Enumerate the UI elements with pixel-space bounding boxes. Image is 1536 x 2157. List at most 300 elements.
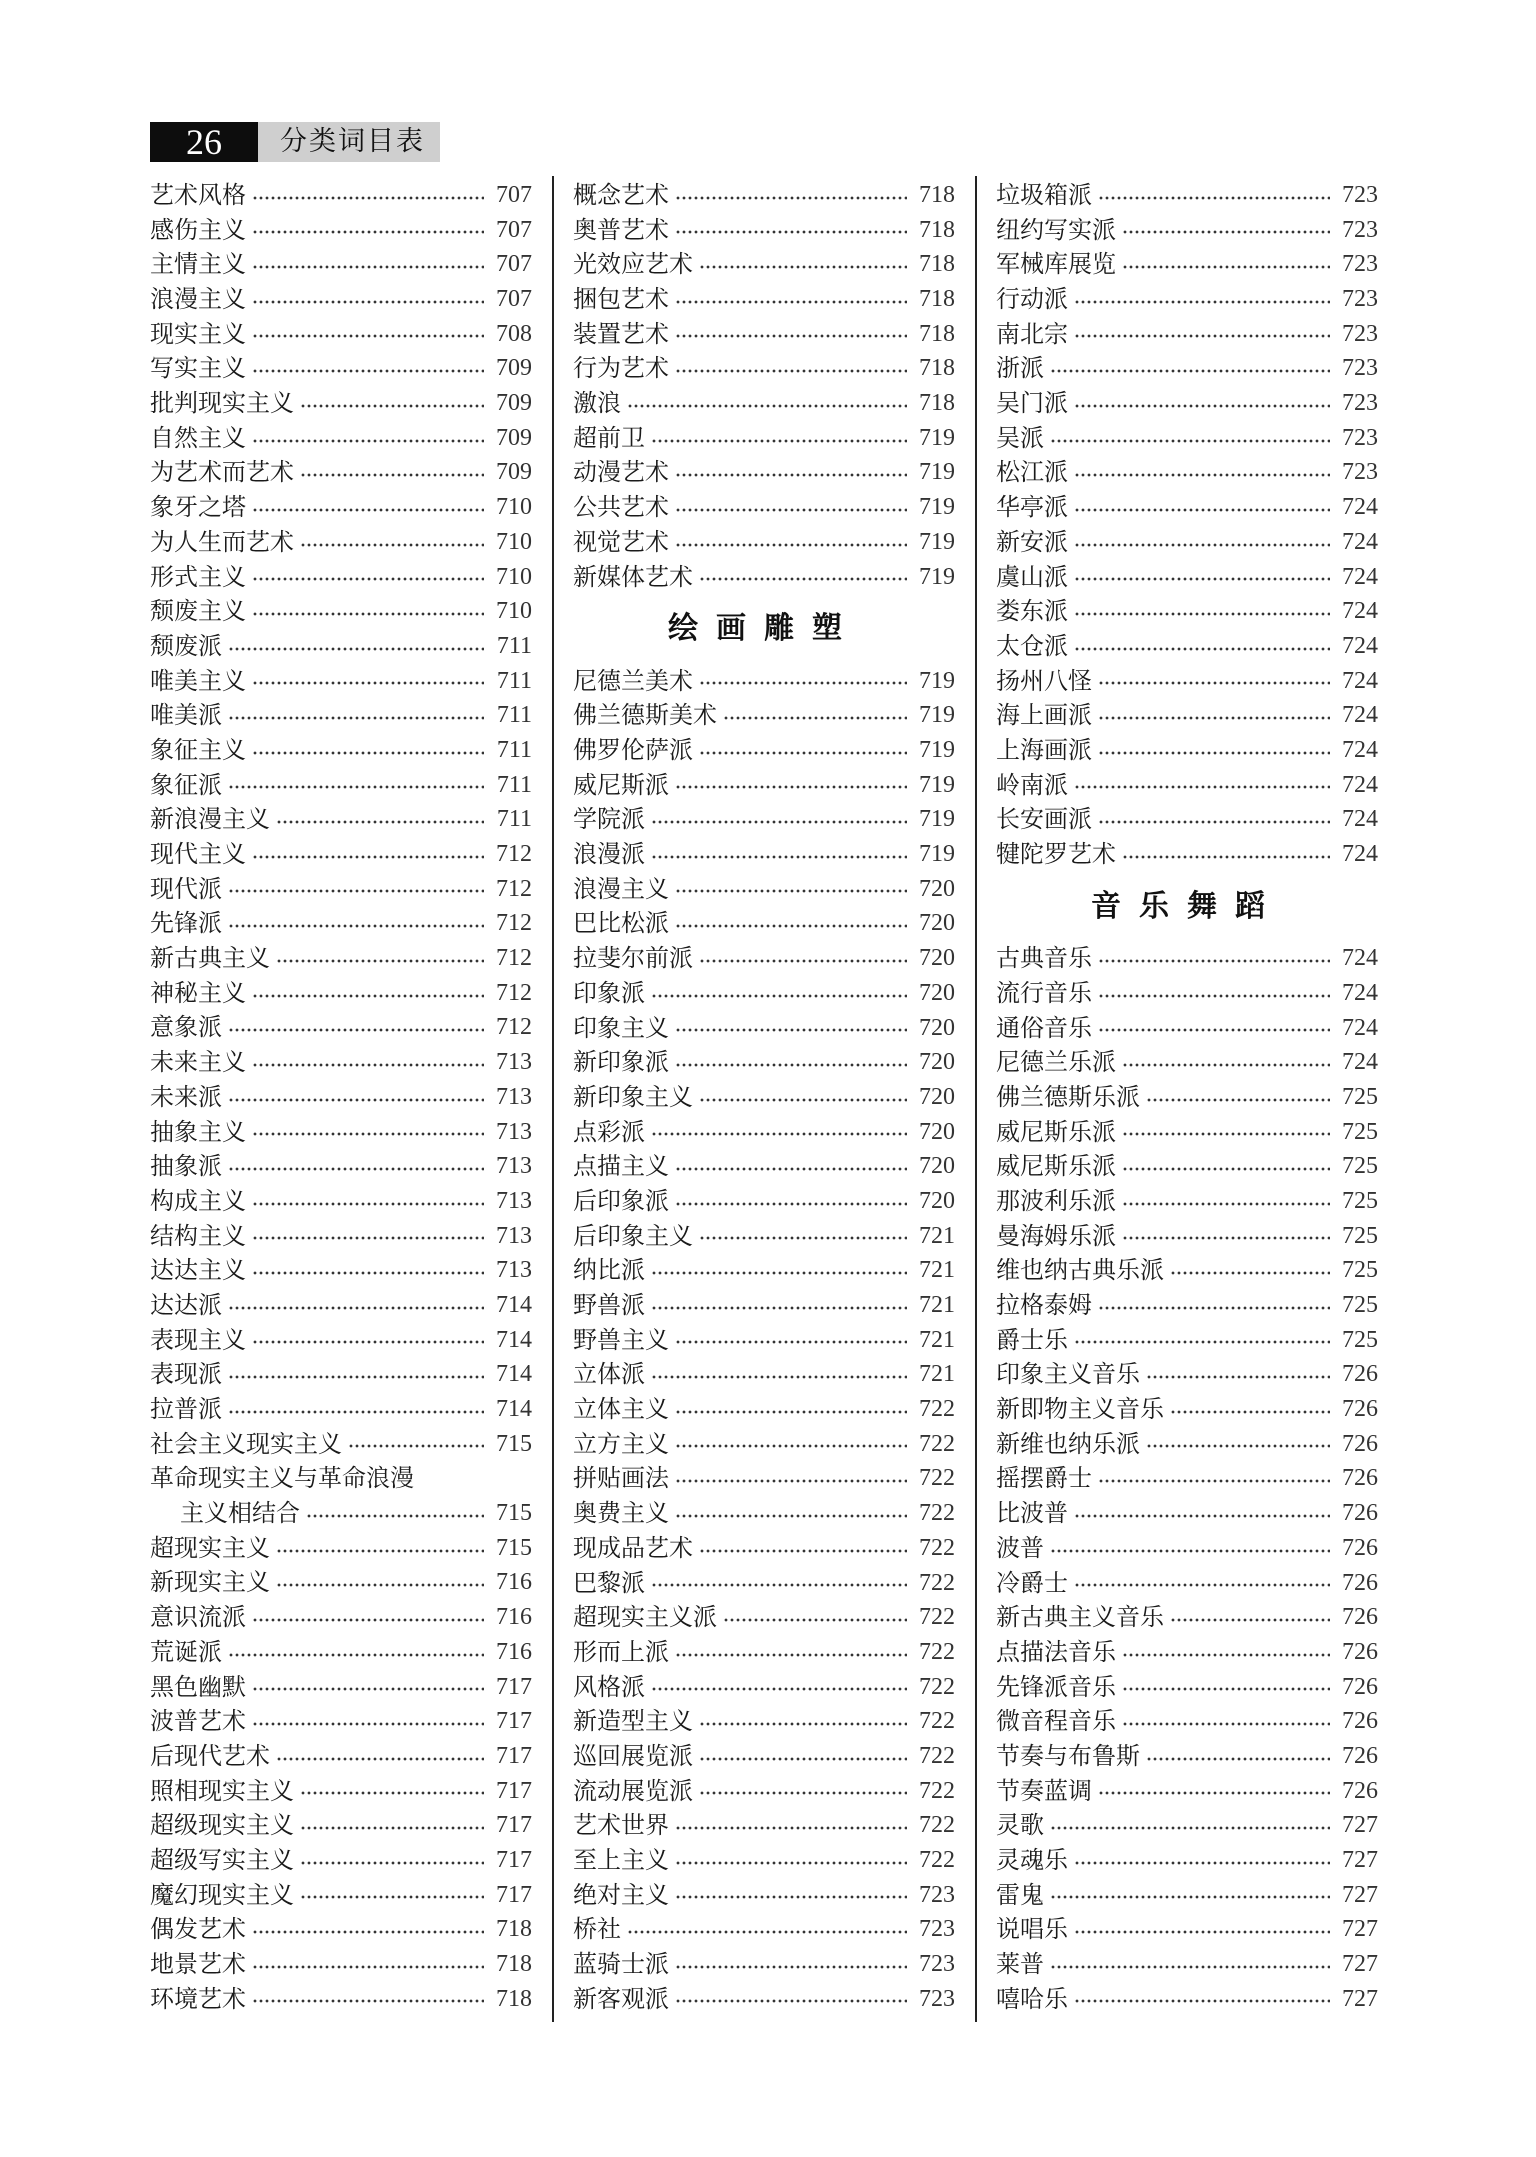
index-entry [573,560,955,595]
index-entry [573,1149,955,1184]
dot-leader [1098,1303,1330,1313]
index-entry-term: 先锋派 [150,909,222,938]
index-entry-term: 太仓派 [996,631,1068,660]
page-header [150,122,440,162]
index-entry-term: 拉格泰姆 [996,1291,1092,1319]
dot-leader [675,1060,907,1070]
index-entry-page: 723 [1342,355,1378,382]
index-entry-term: 现成品艺术 [573,1533,693,1562]
index-entry [150,490,532,525]
dot-leader [675,1650,907,1660]
index-entry-term: 灵歌 [996,1811,1044,1840]
dot-leader [1098,956,1330,966]
index-entry-page: 723 [919,1951,955,1978]
index-entry-term: 冷爵士 [996,1568,1068,1597]
index-entry-page: 715 [496,1430,532,1457]
index-entry-term: 垃圾箱派 [996,180,1092,209]
index-entry [150,1878,532,1913]
dot-leader [252,1719,484,1729]
index-entry-page: 707 [496,181,532,208]
index-entry-page: 717 [496,1742,532,1769]
dot-leader [1098,678,1330,688]
index-entry-page: 716 [496,1569,532,1596]
index-entry [996,1947,1378,1982]
dot-leader [228,921,484,931]
index-entry-term: 拉斐尔前派 [573,944,693,973]
index-entry-page: 725 [1342,1083,1378,1110]
dot-leader [300,1892,484,1902]
index-entry [150,247,532,282]
dot-leader [699,1754,907,1764]
index-entry [150,698,532,733]
dot-leader [651,991,907,1001]
index-entry [996,282,1378,317]
dot-leader [276,1754,484,1764]
index-entry-term: 未来主义 [150,1048,246,1077]
index-entry [150,872,532,907]
dot-leader [1098,713,1330,723]
index-entry [150,802,532,837]
index-entry-page: 723 [919,1881,955,1908]
index-entry [996,1739,1378,1774]
index-entry-page: 717 [496,1812,532,1839]
index-entry-page: 707 [496,216,532,243]
dot-leader [651,852,907,862]
index-entry-page: 726 [1342,1638,1378,1665]
index-entry-page: 722 [919,1638,955,1665]
dot-leader [675,1823,907,1833]
index-entry-page: 724 [1342,1014,1378,1041]
dot-leader [1074,1337,1330,1347]
index-entry-term: 地景艺术 [150,1950,246,1979]
index-entry-page: 723 [1342,320,1378,347]
dot-leader [1050,1892,1330,1902]
index-entry [996,1531,1378,1566]
index-entry [150,1566,532,1601]
index-entry-page: 724 [1342,979,1378,1006]
index-entry-term: 照相现实主义 [150,1776,294,1805]
index-entry-term: 超现实主义派 [573,1603,717,1632]
index-entry [996,1288,1378,1323]
dot-leader [1146,1095,1330,1105]
index-entry-page: 719 [919,563,955,590]
index-entry-page: 718 [919,355,955,382]
index-entry-page: 724 [1342,563,1378,590]
index-entry-page: 722 [919,1708,955,1735]
dot-leader [276,956,484,966]
dot-leader [675,1337,907,1347]
index-entry [573,1323,955,1358]
index-entry-term: 构成主义 [150,1186,246,1215]
index-entry [573,1600,955,1635]
index-entry [573,1045,955,1080]
index-entry [150,594,532,629]
index-entry-page: 707 [496,286,532,313]
dot-leader [1146,1441,1330,1451]
dot-leader [675,1407,907,1417]
dot-leader [252,1615,484,1625]
dot-leader [651,1684,907,1694]
index-entry-page: 722 [919,1847,955,1873]
index-entry-page: 711 [496,806,532,833]
index-entry-page: 721 [919,1292,955,1318]
dot-leader [1074,644,1330,654]
index-entry-term: 动漫艺术 [573,458,669,487]
index-entry [996,247,1378,282]
dot-leader [675,470,907,480]
index-entry-page: 727 [1342,1985,1378,2012]
dot-leader [276,1580,484,1590]
dot-leader [252,991,484,1001]
index-entry-term: 扬州八怪 [996,666,1092,695]
index-entry [573,1566,955,1601]
index-entry [996,1323,1378,1358]
index-entry-term: 吴门派 [996,389,1068,418]
index-entry-term: 军械库展览 [996,250,1116,279]
dot-leader [1074,609,1330,619]
dot-leader [651,1372,907,1382]
index-entry [150,1704,532,1739]
index-entry-page: 719 [919,771,955,798]
index-entry [150,213,532,248]
index-entry-page: 727 [1342,1812,1378,1839]
index-entry-term: 立体派 [573,1360,645,1389]
index-entry-term: 浪漫派 [573,840,645,869]
index-entry-term: 印象主义音乐 [996,1360,1140,1389]
index-entry [150,1323,532,1358]
index-entry-page: 722 [919,1673,955,1700]
index-entry-page: 720 [919,945,955,972]
index-entry-term: 捆包艺术 [573,285,669,314]
index-entry-term: 达达派 [150,1290,222,1319]
index-entry-page: 712 [496,875,532,902]
index-entry-page: 709 [496,424,532,451]
dot-leader [675,366,907,376]
index-entry-term: 唯美主义 [150,666,246,695]
index-entry-term: 艺术风格 [150,180,246,209]
index-entry-term: 立方主义 [573,1429,669,1458]
index-entry [996,1808,1378,1843]
index-entry [996,1253,1378,1288]
dot-leader [1074,297,1330,307]
dot-leader [1122,1719,1330,1729]
index-entry [573,1427,955,1462]
dot-leader [651,1129,907,1139]
index-entry-term: 通俗音乐 [996,1013,1092,1042]
index-entry [996,1357,1378,1392]
index-entry-term: 新古典主义音乐 [996,1603,1164,1632]
index-entry-term: 风格派 [573,1672,645,1701]
dot-leader [699,1719,907,1729]
index-entry-term: 流行音乐 [996,978,1092,1007]
index-entry-term: 浙派 [996,354,1044,383]
index-entry-page: 722 [919,1465,955,1492]
dot-leader [228,713,484,723]
index-entry-term: 浪漫主义 [573,874,669,903]
index-entry-term: 维也纳古典乐派 [996,1256,1164,1285]
index-entry-page: 713 [496,1222,532,1249]
dot-leader [228,644,484,654]
dot-leader [675,1996,907,2006]
index-entry [573,1808,955,1843]
dot-leader [252,505,484,515]
index-entry [150,178,532,213]
index-entry-term: 视觉艺术 [573,527,669,556]
index-entry-term: 微音程音乐 [996,1707,1116,1736]
index-entry [150,1184,532,1219]
index-entry [150,1982,532,2017]
index-entry [996,1774,1378,1809]
dot-leader [252,1962,484,1972]
dot-leader [1050,1546,1330,1556]
index-entry-term: 嘻哈乐 [996,1984,1068,2013]
index-entry-page: 720 [919,875,955,902]
index-entry-term: 上海画派 [996,735,1092,764]
index-entry [573,768,955,803]
index-entry-page: 722 [919,1500,955,1527]
dot-leader [1074,1927,1330,1937]
index-entry-page: 722 [919,1604,955,1631]
index-entry-page: 719 [919,667,955,694]
index-entry [573,1392,955,1427]
index-entry [150,1843,532,1878]
index-entry-page: 725 [1342,1187,1378,1214]
index-entry [150,768,532,803]
index-entry-page: 714 [496,1326,532,1353]
index-entry-page: 724 [1342,528,1378,555]
index-entry-term: 偶发艺术 [150,1915,246,1944]
index-entry-term: 荒诞派 [150,1637,222,1666]
dot-leader [228,1303,484,1313]
section-heading: 绘画雕塑 [668,611,860,647]
index-entry [996,351,1378,386]
index-entry-page: 723 [919,1916,955,1943]
index-entry [150,1427,532,1462]
dot-leader [675,1199,907,1209]
index-entry-term: 威尼斯乐派 [996,1152,1116,1181]
dot-leader [675,1025,907,1035]
index-entry [150,386,532,421]
index-entry-term: 主情主义 [150,250,246,279]
index-entry-term: 新浪漫主义 [150,805,270,834]
index-entry [996,698,1378,733]
dot-leader [228,1025,484,1035]
index-entry-page: 721 [919,1361,955,1388]
index-entry [573,1288,955,1323]
index-entry [996,1011,1378,1046]
index-entry-page: 723 [1342,286,1378,313]
index-entry [996,1427,1378,1462]
index-entry-term: 松江派 [996,458,1068,487]
index-entry-page: 726 [1342,1673,1378,1700]
index-entry-page: 721 [919,1326,955,1353]
dot-leader [1122,1233,1330,1243]
index-entry-page: 720 [919,1049,955,1076]
index-entry-term: 长安画派 [996,805,1092,834]
index-entry-page: 717 [496,1708,532,1735]
index-entry-page: 724 [1342,702,1378,729]
index-entry [150,1947,532,1982]
index-entry-page: 726 [1342,1396,1378,1423]
index-entry-page: 727 [1342,1951,1378,1978]
index-entry-page: 720 [919,1014,955,1041]
index-entry-page: 711 [496,771,532,798]
index-entry [573,664,955,699]
index-entry-page: 711 [496,702,532,729]
index-entry-term: 波普艺术 [150,1707,246,1736]
index-entry-term: 灵魂乐 [996,1846,1068,1874]
dot-leader [1074,401,1330,411]
index-entry-term: 新媒体艺术 [573,562,693,591]
index-entry [996,1704,1378,1739]
index-entry-term: 感伤主义 [150,215,246,244]
index-entry-term: 佛兰德斯乐派 [996,1082,1140,1111]
index-entry-page: 720 [919,910,955,937]
index-entry-page: 726 [1342,1430,1378,1457]
index-entry [573,525,955,560]
index-entry [996,1600,1378,1635]
index-entry-page: 720 [919,1153,955,1180]
index-entry [996,1912,1378,1947]
index-entry [573,247,955,282]
index-entry-page: 718 [919,286,955,313]
index-entry [150,1774,532,1809]
index-entry-page: 716 [496,1638,532,1665]
index-entry [150,317,532,352]
dot-leader [276,1546,484,1556]
index-entry-term: 野兽派 [573,1291,645,1319]
index-entry [573,1253,955,1288]
index-entry [150,1219,532,1254]
dot-leader [252,852,484,862]
index-entry-page: 711 [496,632,532,659]
dot-leader [651,1268,907,1278]
index-entry-page: 724 [1342,771,1378,798]
index-entry-term: 节奏蓝调 [996,1776,1092,1805]
dot-leader [675,886,907,896]
dot-leader [252,1268,484,1278]
dot-leader [228,1095,484,1105]
dot-leader [1122,227,1330,237]
index-entry-term: 海上画派 [996,701,1092,730]
dot-leader [1098,1476,1330,1486]
index-entry-term: 爵士乐 [996,1325,1068,1354]
index-entry-term: 光效应艺术 [573,250,693,279]
dot-leader [699,574,907,584]
index-entry-term: 意象派 [150,1013,222,1042]
index-entry [996,1496,1378,1531]
index-entry-term: 魔幻现实主义 [150,1880,294,1909]
index-entry-term: 奥普艺术 [573,215,669,244]
index-entry-page: 722 [919,1430,955,1457]
index-entry-page: 720 [919,979,955,1006]
index-entry [573,1115,955,1150]
index-entry [573,1011,955,1046]
index-entry-term: 拼贴画法 [573,1464,669,1493]
index-column-1 [150,178,532,2016]
index-entry [573,1774,955,1809]
index-entry-page: 724 [1342,806,1378,833]
index-entry [150,1392,532,1427]
index-entry-term: 抽象主义 [150,1117,246,1146]
dot-leader [651,817,907,827]
index-entry-page: 707 [496,251,532,278]
index-entry [150,1011,532,1046]
index-column-3 [996,178,1378,2016]
index-entry-term: 新印象主义 [573,1082,693,1111]
index-entry-page: 725 [1342,1118,1378,1145]
index-entry [150,525,532,560]
index-entry-page: 725 [1342,1153,1378,1180]
index-entry-page: 723 [1342,181,1378,208]
dot-leader [306,1511,484,1521]
dot-leader [675,921,907,931]
index-entry-term: 虞山派 [996,562,1068,591]
index-entry-term: 为艺术而艺术 [150,458,294,487]
dot-leader [1074,1996,1330,2006]
index-entry-term: 主义相结合 [180,1499,300,1528]
index-entry-term: 黑色幽默 [150,1672,246,1701]
index-entry [150,1531,532,1566]
dot-leader [675,1164,907,1174]
index-entry-term: 形而上派 [573,1637,669,1666]
index-entry-term: 新客观派 [573,1984,669,2013]
dot-leader [1098,991,1330,1001]
dot-leader [1122,262,1330,272]
index-entry-term: 新安派 [996,527,1068,556]
index-entry-page: 724 [1342,1049,1378,1076]
dot-leader [675,1858,907,1868]
index-entry-term: 结构主义 [150,1221,246,1250]
dot-leader [252,609,484,619]
index-entry-page: 725 [1342,1326,1378,1353]
index-entry-term: 吴派 [996,423,1044,452]
index-entry [996,178,1378,213]
index-entry-term: 曼海姆乐派 [996,1221,1116,1250]
dot-leader [723,1615,907,1625]
dot-leader [252,1233,484,1243]
index-entry [573,351,955,386]
index-entry-page: 709 [496,355,532,382]
dot-leader [1074,540,1330,550]
dot-leader [252,748,484,758]
index-entry-term: 巴黎派 [573,1568,645,1597]
index-entry-page: 724 [1342,667,1378,694]
index-entry [150,1080,532,1115]
index-entry-page: 717 [496,1777,532,1804]
index-entry-term: 行为艺术 [573,354,669,383]
index-entry-page: 718 [919,216,955,243]
index-entry [573,421,955,456]
index-entry-page: 720 [919,1083,955,1110]
index-entry [150,837,532,872]
index-entry [573,1531,955,1566]
dot-leader [252,193,484,203]
index-entry [573,872,955,907]
index-entry-page: 713 [496,1153,532,1180]
index-entry [573,802,955,837]
dot-leader [252,436,484,446]
index-entry-term: 华亭派 [996,493,1068,522]
index-entry [996,1843,1378,1878]
dot-leader [300,1823,484,1833]
index-entry-page: 719 [919,702,955,729]
index-entry-term: 绝对主义 [573,1880,669,1909]
index-entry [150,906,532,941]
dot-leader [1170,1615,1330,1625]
index-entry-page: 724 [1342,494,1378,521]
index-entry-page: 721 [919,1222,955,1249]
